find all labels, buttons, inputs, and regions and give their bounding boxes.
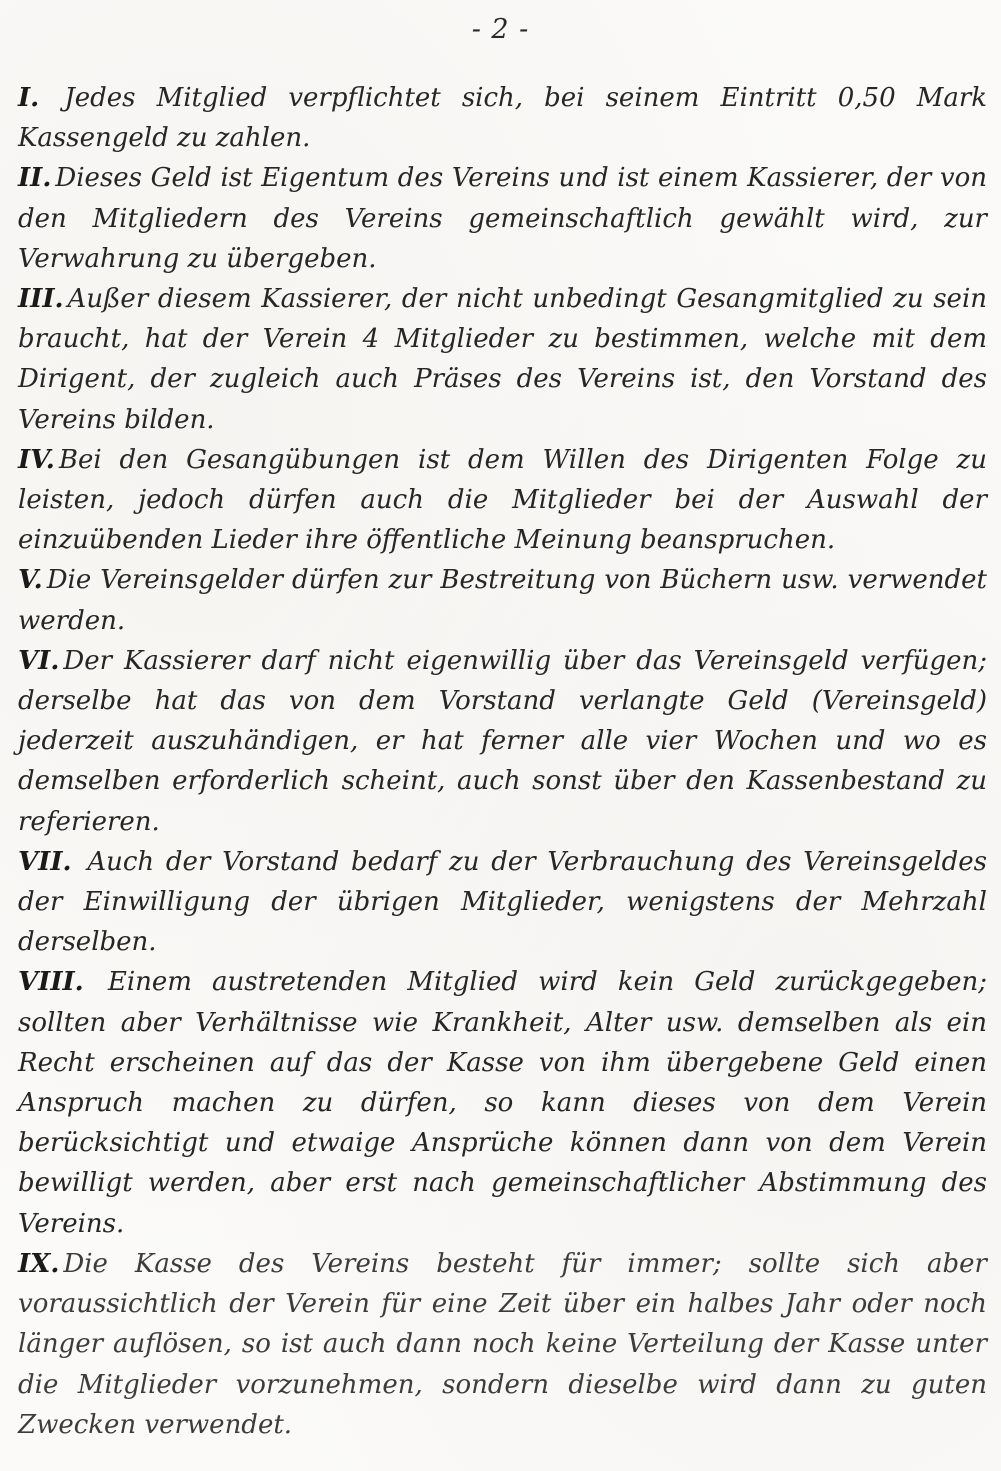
paragraph-text: Der Kassierer darf nicht eigenwillig über das Vereinsgeld verfügen; derselbe hat das von dem Vorstand verlangte Geld (Vereinsgeld) jederzeit auszuhändigen, er hat ferner alle vier Wochen und wo es demselben erforderlich scheint, auch sonst über den Kassenbestand zu referieren. (18, 645, 987, 837)
paragraph-5 (18, 560, 987, 640)
paragraph-text: Außer diesem Kassierer, der nicht unbedingt Gesangmitglied zu sein braucht, hat der Verein 4 Mitglieder zu bestimmen, welche mit dem Dirigent, der zugleich auch Präses des Vereins ist, den Vorstand des Vereins bilden. (18, 284, 987, 435)
page-number: - 2 - (471, 14, 530, 45)
paragraph-7 (18, 842, 987, 963)
document-body (18, 78, 987, 1445)
paragraph-1 (18, 78, 987, 158)
paragraph-4 (18, 440, 987, 561)
paragraph-text: Die Kasse des Vereins besteht für immer; sollte sich aber voraussichtlich der Verein für eine Zeit über ein halbes Jahr oder noch länger auflösen, so ist auch dann noch keine Verteilung der Kasse unter die Mitglieder vorzunehmen, sondern dieselbe wird dann zu guten Zwecken verwendet. (18, 1248, 987, 1440)
paragraph-text: Auch der Vorstand bedarf zu der Verbrauchung des Vereinsgeldes der Einwilligung der übrigen Mitglieder, wenigstens der Mehrzahl derselben. (18, 846, 987, 958)
paragraph-6 (18, 641, 987, 842)
paragraph-numeral: I. (18, 83, 40, 113)
paragraph-text: Einem austretenden Mitglied wird kein Geld zurückgegeben; sollten aber Verhältnisse wie Krankheit, Alter usw. demselben als ein Recht erscheinen auf das der Kasse von ihm übergebene Geld einen Anspruch machen zu dürfen, so kann dieses von dem Verein berücksichtigt und etwaige Ansprüche können dann von dem Verein bewilligt werden, aber erst nach gemeinschaftlicher Abstimmung des Vereins. (18, 967, 988, 1239)
paragraph-numeral: VIII. (18, 967, 84, 998)
paragraph-numeral: V. (18, 565, 43, 596)
paragraph-8 (18, 962, 987, 1243)
paragraph-3 (18, 279, 987, 440)
paragraph-numeral: VI. (18, 645, 60, 676)
paragraph-numeral: IV. (18, 444, 55, 475)
paragraph-numeral: VII. (18, 846, 72, 877)
paragraph-text: Dieses Geld ist Eigentum des Vereins und ist einem Kassierer, der von den Mitgliedern des Vereins gemeinschaftlich gewählt wird, zur Verwahrung zu übergeben. (18, 163, 987, 274)
paragraph-9 (18, 1244, 987, 1445)
paragraph-numeral: IX. (18, 1248, 60, 1279)
paragraph-text: Bei den Gesangübungen ist dem Willen des Dirigenten Folge zu leisten, jedoch dürfen auch die Mitglieder bei der Auswahl der einzuübenden Lieder ihre öffentliche Meinung beanspruchen. (18, 444, 987, 556)
paragraph-2 (18, 158, 987, 279)
paragraph-text: Jedes Mitglied verpflichtet sich, bei seinem Eintritt 0,50 Mark Kassengeld zu zahlen. (18, 83, 987, 154)
paragraph-text: Die Vereinsgelder dürfen zur Bestreitung von Büchern usw. verwendet werden. (18, 565, 987, 636)
paragraph-numeral: II. (18, 163, 52, 194)
paragraph-numeral: III. (18, 284, 64, 315)
